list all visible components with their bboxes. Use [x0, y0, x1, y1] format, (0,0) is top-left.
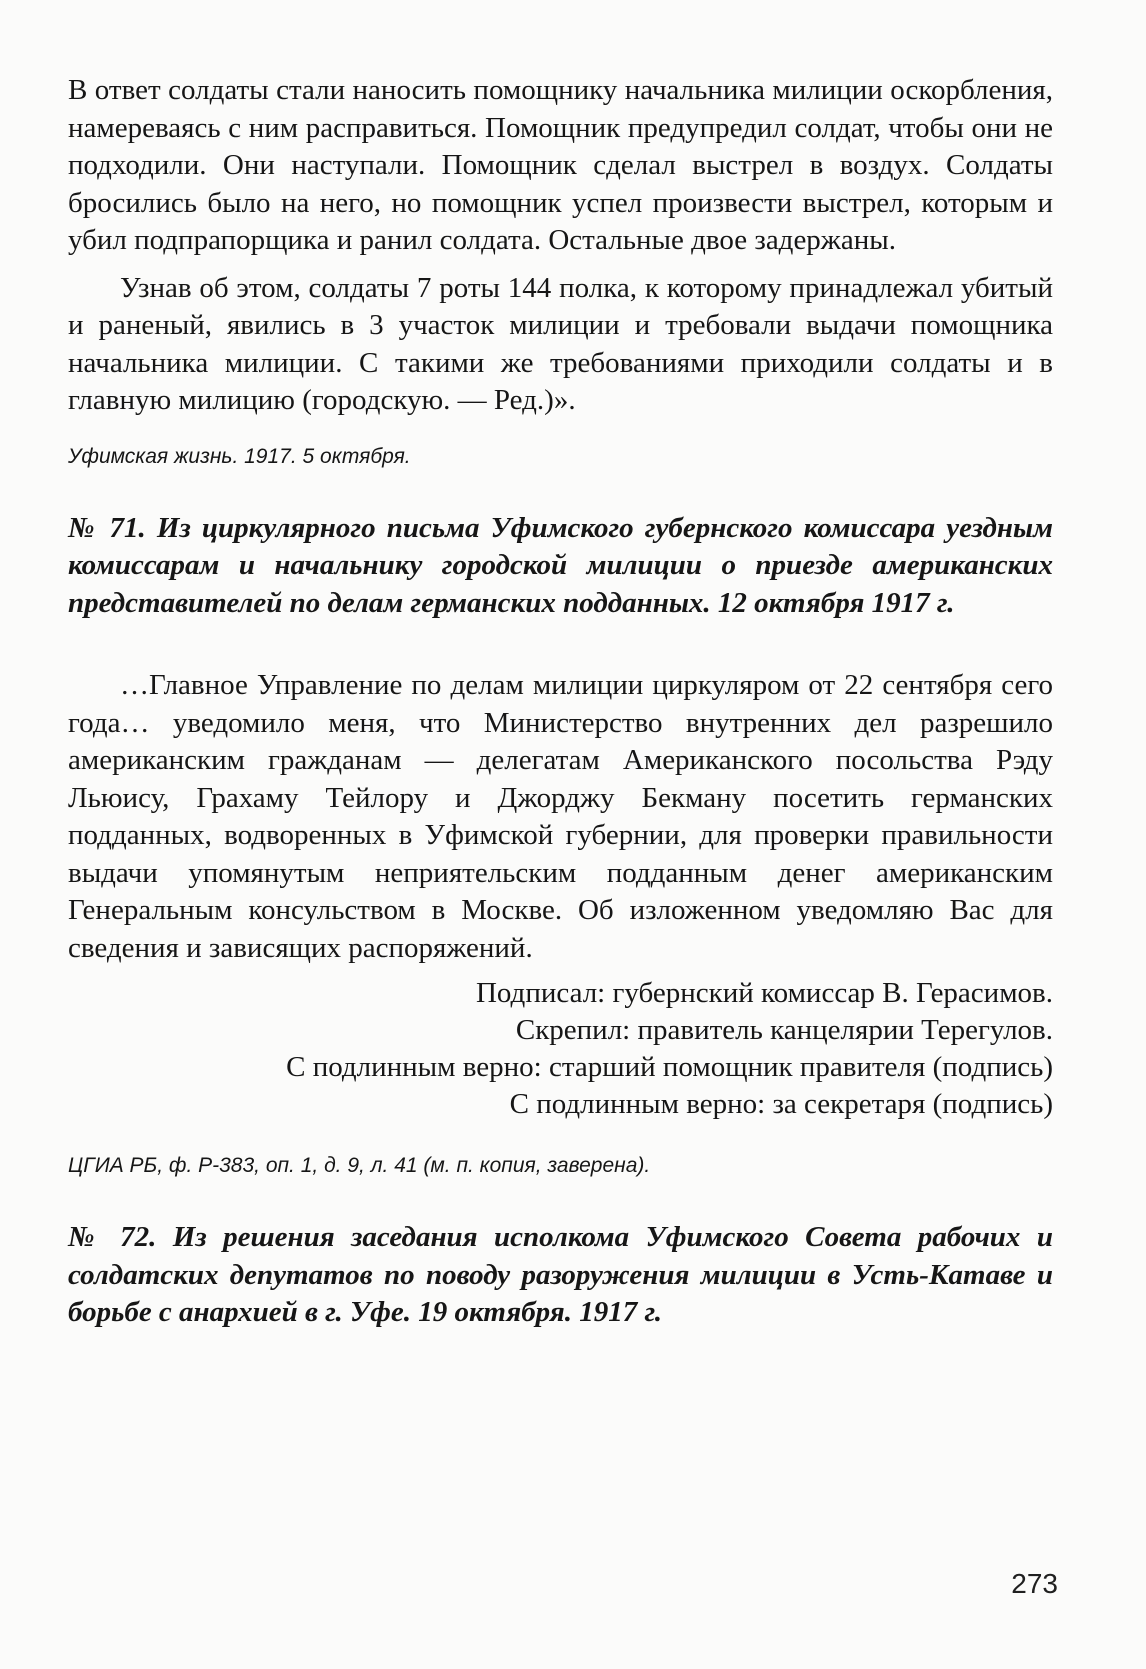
source-citation-newspaper: Уфимская жизнь. 1917. 5 октября.: [68, 444, 411, 468]
signature-secretary: С подлинным верно: за секретаря (подпись): [509, 1088, 1053, 1120]
document-heading-71: № 71. Из циркулярного письма Уфимского губернского комиссара уездным комиссарам и начальнику городской милиции о приезде американских представителей по делам германских подданных. 12 октября 1917 г.: [68, 511, 1053, 619]
document-page: [68, 72, 1053, 1332]
signature-assistant: С подлинным верно: старший помощник правителя (подпись): [286, 1051, 1053, 1083]
paragraph-circular-letter: …Главное Управление по делам милиции циркуляром от 22 сентября сего года… уведомило меня, что Министерство внутренних дел разрешило американским гражданам — делегатам Американского посольства Рэду Льюису, Грахаму Тейлору и Джорджу Бекману посетить германских подданных, водворенных в Уфимской губернии, для проверки правильности выдачи упомянутым неприятельским подданным денег американским Генеральным консульством в Москве. Об изложенном уведомляю Вас для сведения и зависящих распоряжений.: [68, 669, 1053, 964]
page-number: 273: [1011, 1568, 1058, 1599]
paragraph-shooting-incident: В ответ солдаты стали наносить помощнику начальника милиции оскорбления, намереваясь с ним расправиться. Помощник предупредил солдат, чтобы они не подходили. Они наступали. Помощник сделал выстрел в воздух. Солдаты бросились было на него, но помощник успел произвести выстрел, которым и убил подпрапорщика и ранил солдата. Остальные двое задержаны.: [68, 74, 1053, 256]
document-heading-72: № 72. Из решения заседания исполкома Уфимского Совета рабочих и солдатских депутатов по поводу разоружения милиции в Усть-Катаве и борьбе с анархией в г. Уфе. 19 октября. 1917 г.: [68, 1221, 1053, 1328]
paragraph-soldiers-demand: Узнав об этом, солдаты 7 роты 144 полка, к которому принадлежал убитый и раненый, явились в 3 участок милиции и требовали выдачи помощника начальника милиции. С такими же требованиями приходили солдаты и в главную милицию (городскую. — Ред.)».: [68, 271, 1053, 416]
signature-commissar: Подписал: губернский комиссар В. Герасимов.: [475, 977, 1053, 1009]
source-citation-archive: ЦГИА РБ, ф. Р-383, оп. 1, д. 9, л. 41 (м. п. копия, заверена).: [68, 1154, 651, 1177]
signature-chancellery: Скрепил: правитель канцелярии Терегулов.: [515, 1014, 1053, 1046]
